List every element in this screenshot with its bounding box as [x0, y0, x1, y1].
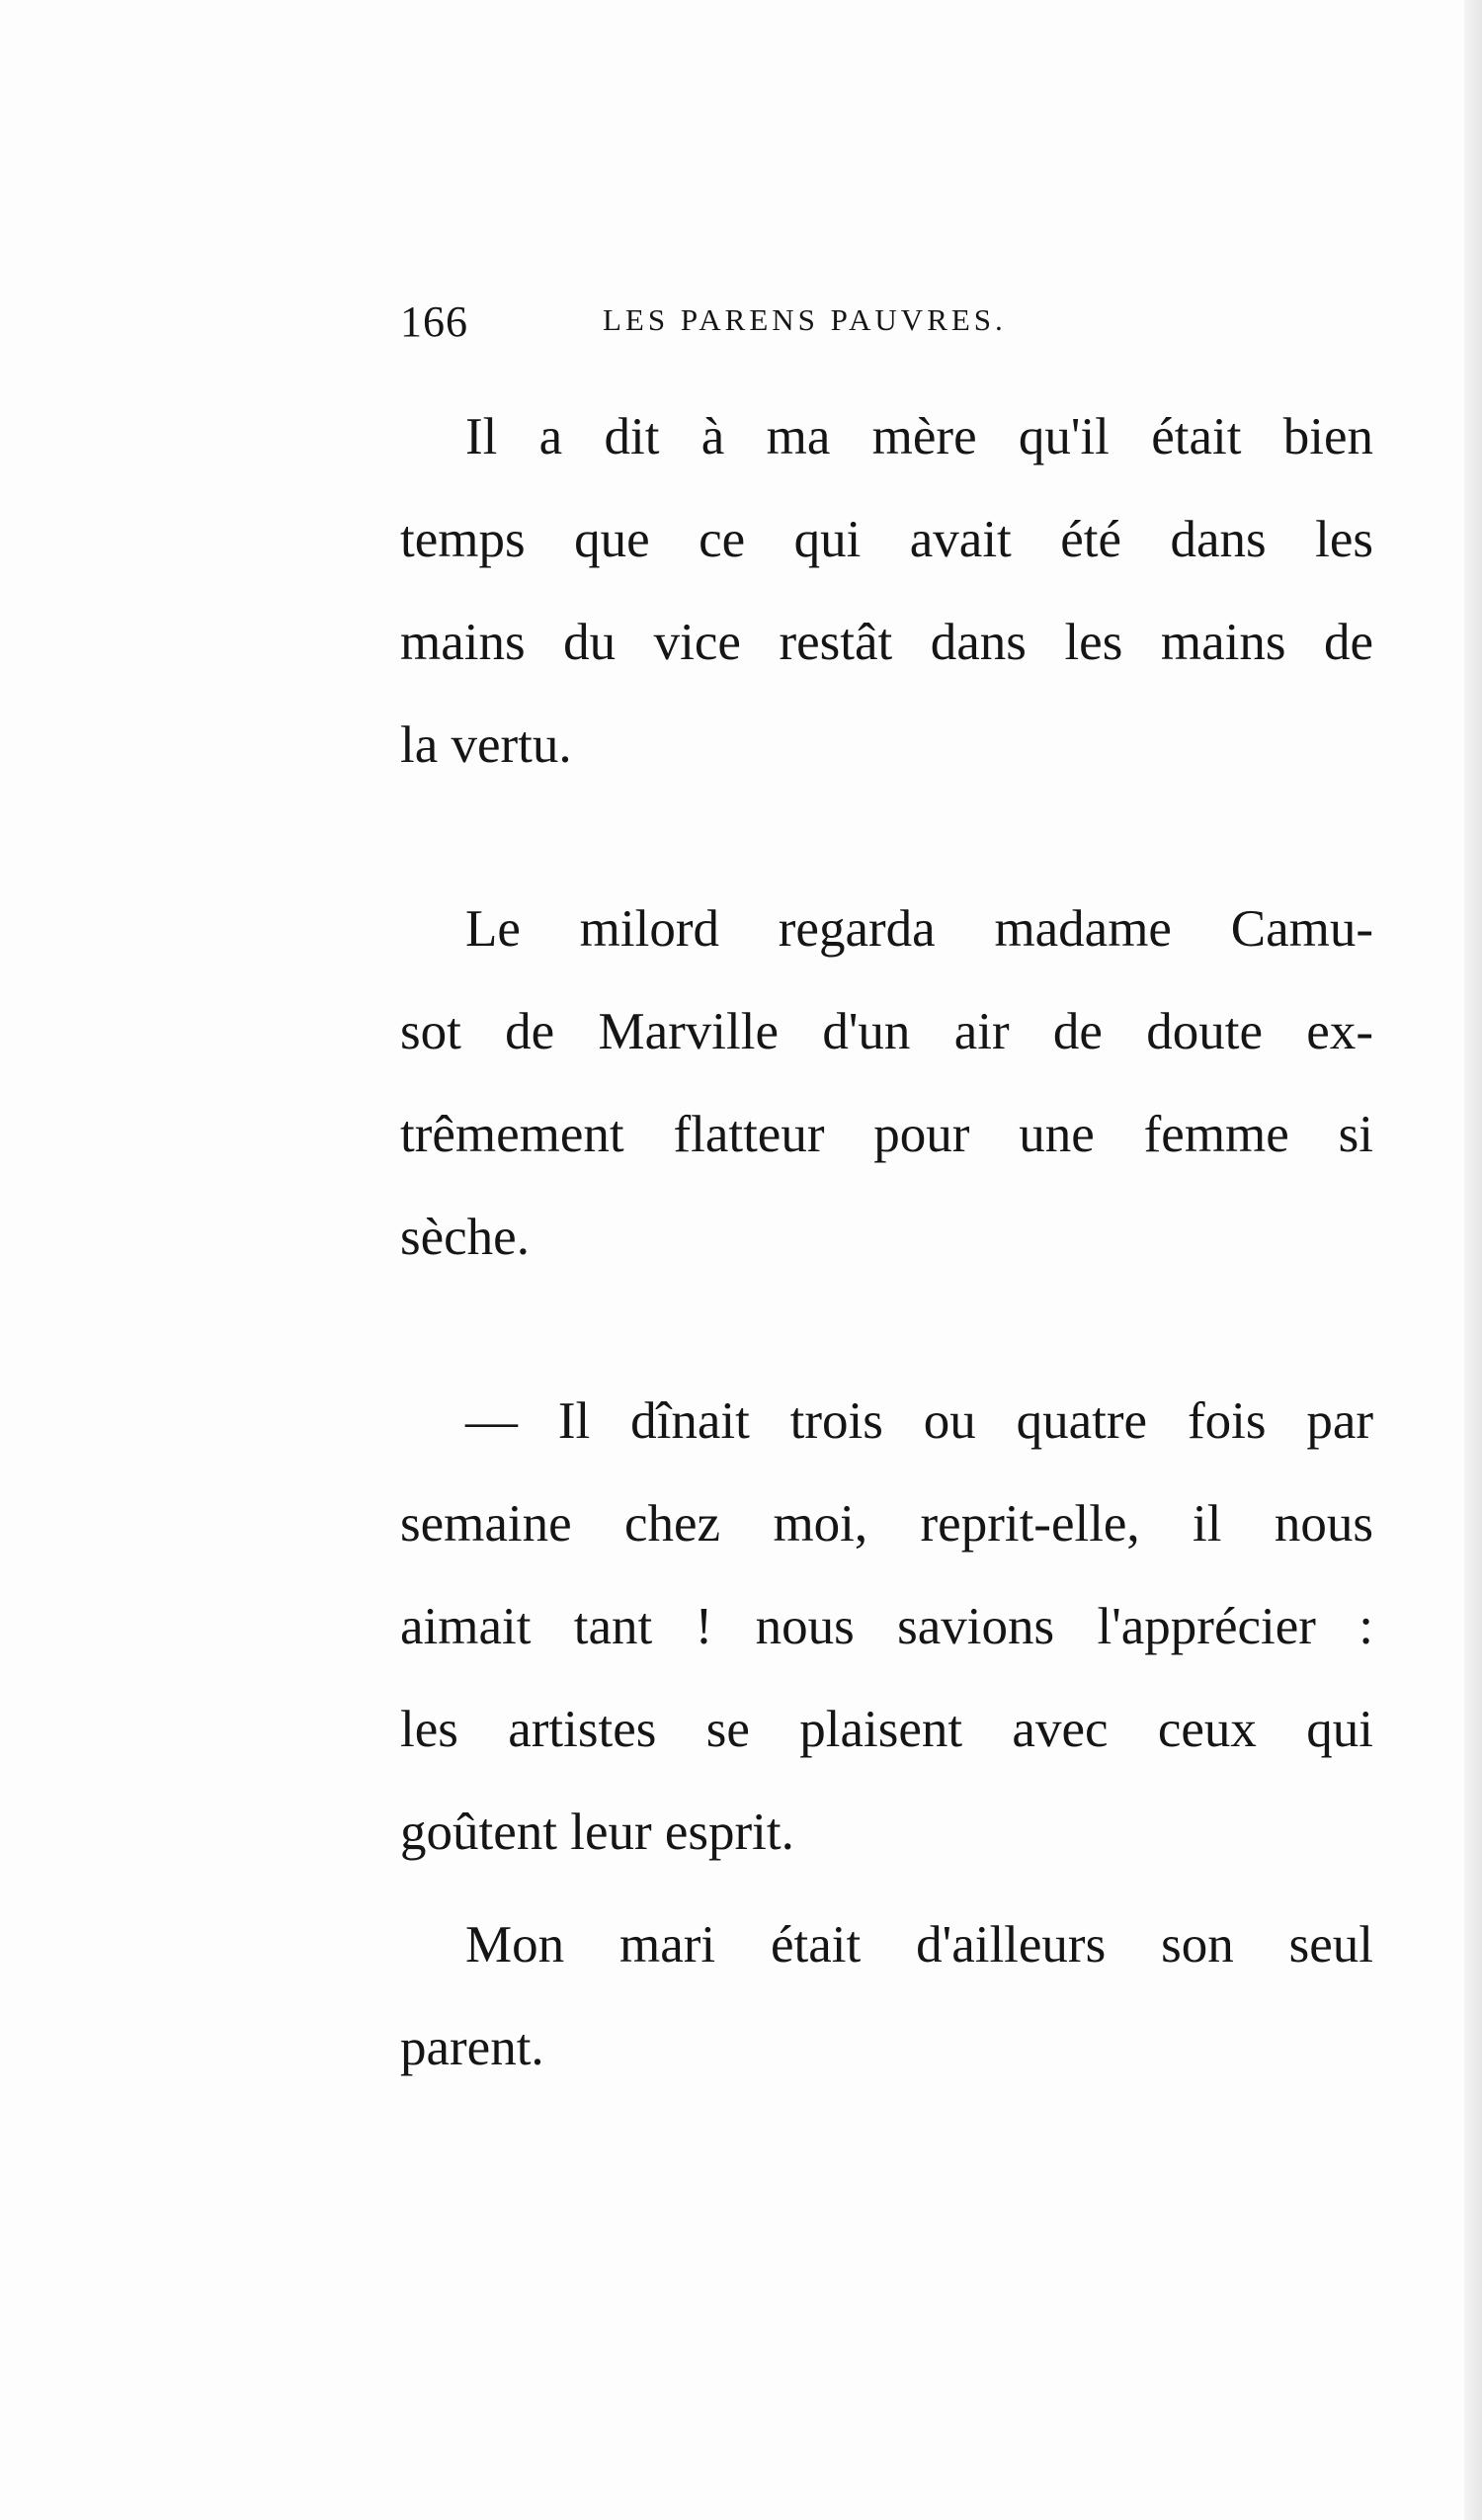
text-line: goûtent leur esprit. — [400, 1804, 794, 1861]
text-line: Le milord regarda madame Camu- — [465, 900, 1373, 958]
page-header — [400, 296, 1151, 356]
text-line: Il a dit à ma mère qu'il était bien — [465, 408, 1373, 465]
text-line: temps que ce qui avait été dans les — [400, 511, 1373, 568]
page-edge — [1464, 0, 1482, 2520]
text-line: semaine chez moi, reprit-elle, il nous — [400, 1495, 1373, 1553]
text-line: — Il dînait trois ou quatre fois par — [465, 1392, 1373, 1450]
page-number: 166 — [400, 297, 468, 346]
text-line: la vertu. — [400, 716, 572, 774]
paragraph-gap — [400, 1289, 1373, 1370]
text-line: sot de Marville d'un air de doute ex- — [400, 1003, 1373, 1060]
text-line: sèche. — [400, 1209, 530, 1266]
text-line: parent. — [400, 2019, 544, 2076]
text-line: Mon mari était d'ailleurs son seul — [465, 1916, 1373, 1974]
text-line: les artistes se plaisent avec ceux qui — [400, 1701, 1373, 1758]
text-line: trêmement flatteur pour une femme si — [400, 1106, 1373, 1163]
paragraph-gap — [400, 1884, 1373, 1893]
paragraph-gap — [400, 797, 1373, 878]
running-title: LES PARENS PAUVRES. — [603, 302, 1007, 337]
text-line: aimait tant ! nous savions l'apprécier : — [400, 1598, 1373, 1655]
body-text — [400, 385, 1373, 2099]
text-line: mains du vice restât dans les mains de — [400, 614, 1373, 671]
